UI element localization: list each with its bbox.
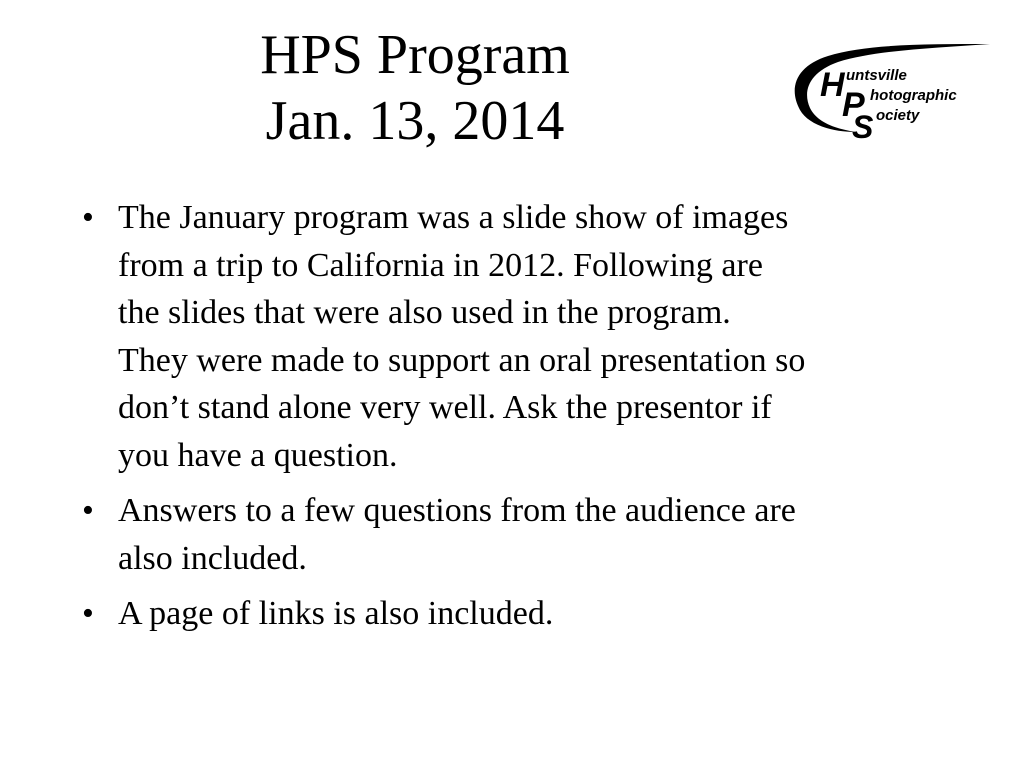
bullet-item: [78, 487, 958, 582]
bullet-list: [78, 194, 958, 646]
bullet-text-line: Answers to a few questions from the audience are: [118, 492, 796, 529]
logo-word-huntsville: untsville: [846, 67, 907, 84]
title-line-program: HPS Program: [260, 24, 570, 86]
bullet-marker: •: [82, 595, 94, 632]
logo-letter-h: H: [820, 66, 845, 104]
bullet-item: [78, 590, 958, 638]
bullet-marker: •: [82, 199, 94, 236]
bullet-text-line: A page of links is also included.: [118, 595, 554, 632]
bullet-text-line: you have a question.: [118, 436, 398, 474]
bullet-text-line: the slides that were also used in the program.: [118, 294, 731, 331]
bullet-text-line: from a trip to California in 2012. Following are: [118, 246, 763, 284]
logo-word-society: ociety: [876, 107, 920, 124]
logo-letter-p: P: [842, 86, 865, 124]
bullet-marker: •: [82, 492, 94, 529]
bullet-text-line: don’t stand alone very well. Ask the presentor if: [118, 389, 772, 426]
bullet-item: [78, 194, 958, 479]
logo-word-photographic: hotographic: [870, 87, 957, 104]
logo-letter-s: S: [852, 109, 874, 142]
hps-logo-icon: [786, 38, 996, 142]
bullet-text-line: They were made to support an oral presentation so: [118, 341, 806, 379]
bullet-text-line: The January program was a slide show of images: [118, 199, 789, 236]
bullet-text-line: also included.: [118, 539, 307, 577]
slide-title: [180, 22, 650, 154]
title-line-date: Jan. 13, 2014: [265, 90, 565, 152]
